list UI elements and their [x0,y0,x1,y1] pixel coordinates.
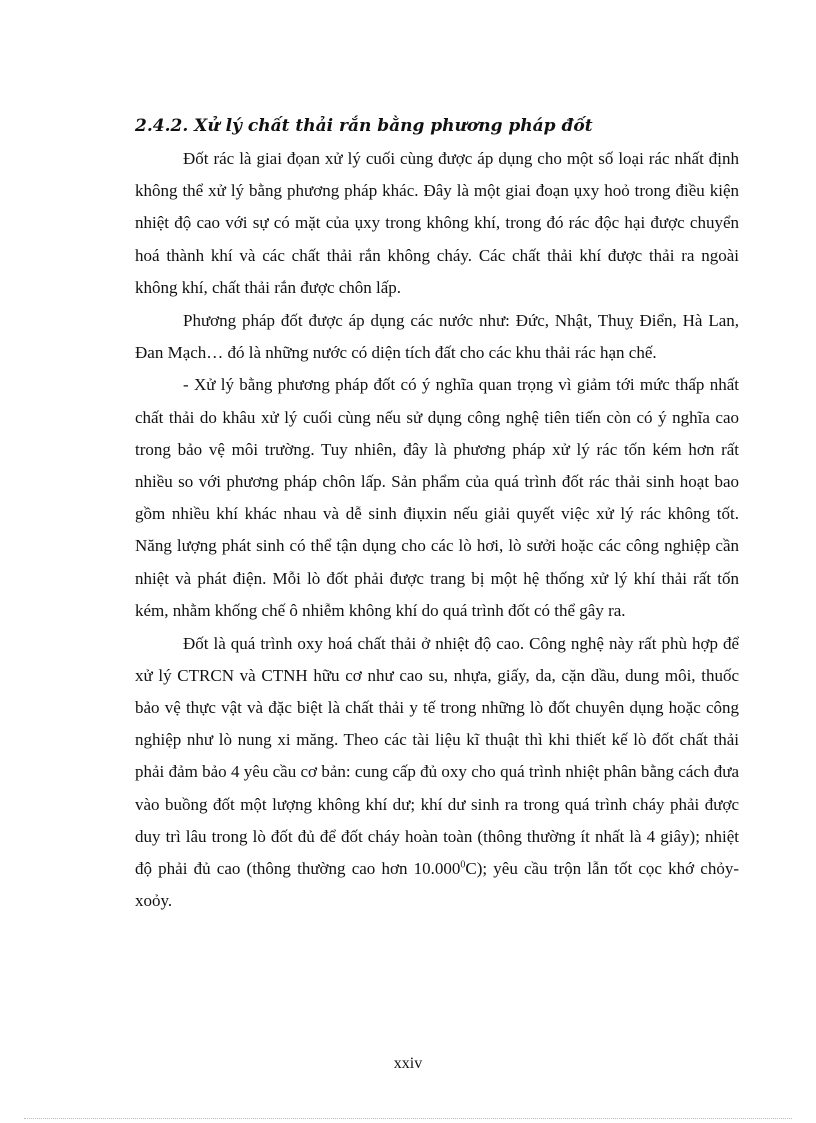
paragraph: - Xử lý bằng phương pháp đốt có ý nghĩa quan trọng vì giảm tới mức thấp nhất chất thải do khâu xử lý cuối cùng nếu sử dụng công nghệ tiên tiến còn có ý nghĩa cao trong bảo vệ môi trường. Tuy nhiên, đây là phương pháp xử lý rác tốn kém hơn rất nhiều so với phương pháp chôn lấp. Sản phẩm của quá trình đốt rác thải sinh hoạt bao gồm nhiều khí khác nhau và dễ sinh điụxin nếu giải quyết việc xử lý rác không tốt. Năng lượng phát sinh có thể tận dụng cho các lò hơi, lò sưởi hoặc các công nghiệp cần nhiệt và phát điện. Mỗi lò đốt phải được trang bị một hệ thống xử lý khí thải rất tốn kém, nhằm khống chế ô nhiễm không khí do quá trình đốt có thể gây ra. [135,375,739,620]
page-content [135,112,739,918]
paragraph [135,628,739,918]
page-number: xxiv [393,1055,423,1072]
degree-superscript: 0 [460,859,466,871]
paragraph-tail: C); yêu cầu trộn lẫn tốt cọc khớ chỏy-xoỏy. [135,858,739,911]
paragraph: Phương pháp đốt được áp dụng các nước như: Đức, Nhật, Thuỵ Điển, Hà Lan, Đan Mạch… đó là những nước có diện tích đất cho các khu thải rác hạn chế. [135,310,739,362]
section-heading: 2.4.2. Xử lý chất thải rắn bằng phương pháp đốt [135,116,593,136]
bottom-divider [24,1118,792,1119]
paragraph-text: Đốt là quá trình oxy hoá chất thải ở nhiệt độ cao. Công nghệ này rất phù hợp để xử lý CTRCN và CTNH hữu cơ như cao su, nhựa, giấy, da, cặn dầu, dung môi, thuốc bảo vệ thực vật và đặc biệt là chất thải y tế trong những lò đốt chuyên dụng hoặc công nghiệp như lò nung xi măng. Theo các tài liệu kĩ thuật thì khi thiết kế lò đốt chất thải phải đảm bảo 4 yêu cầu cơ bản: cung cấp đủ oxy cho quá trình nhiệt phân bằng cách đưa vào buồng đốt một lượng không khí dư; khí dư sinh ra trong quá trình cháy phải được duy trì lâu trong lò đốt đủ để đốt cháy hoàn toàn (thông thường ít nhất là 4 giây); nhiệt độ phải đủ cao (thông thường cao hơn 10.000 [135,633,739,878]
paragraph: Đốt rác là giai đọan xử lý cuối cùng được áp dụng cho một số loại rác nhất định không thể xử lý bằng phương pháp khác. Đây là một giai đoạn ụxy hoỏ trong điều kiện nhiệt độ cao với sự có mặt của ụxy trong không khí, trong đó rác độc hại được chuyển hoá thành khí và các chất thải rắn không cháy. Các chất thải khí được thải ra ngoài không khí, chất thải rắn được chôn lấp. [135,149,739,297]
